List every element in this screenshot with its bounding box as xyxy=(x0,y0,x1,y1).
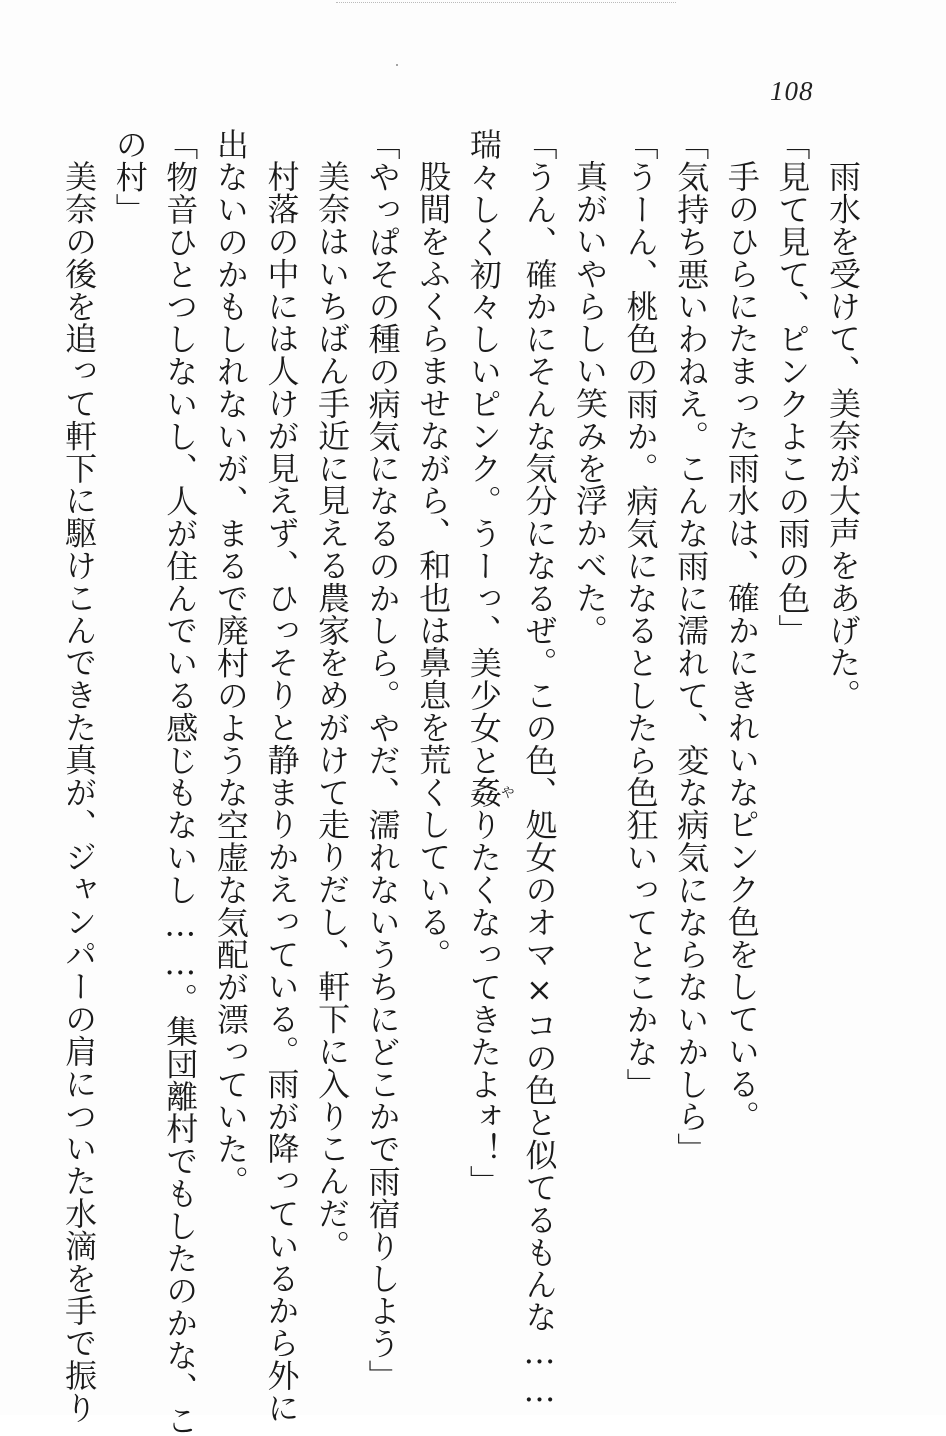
top-scan-edge xyxy=(336,2,676,3)
text-line: 「うん、確かにそんな気分になるぜ。この色、処女のオマ×コの色と似てるもんな…… xyxy=(520,128,559,1410)
text-line: 「やっぱその種の病気になるのかしら。やだ、濡れないうちにどこかで雨宿りしよう」 xyxy=(363,128,402,1392)
ruby-reading: や xyxy=(498,776,515,809)
page-number: 108 xyxy=(770,76,814,106)
text-line: 瑞々しく初々しいピンク。うーっ、美少女と姦やりたくなってきたよォ！」 xyxy=(464,128,515,1198)
text-line: 村落の中には人けが見えず、ひっそりと静まりかえっている。雨が降っているから外に xyxy=(262,160,301,1424)
text-line: 手のひらにたまった雨水は、確かにきれいなピンク色をしている。 xyxy=(722,160,761,1132)
text-line: の村」 xyxy=(110,128,149,226)
scan-speck xyxy=(396,64,398,66)
text-line: 出ないのかもしれないが、まるで廃村のような空虚な気配が漂っていた。 xyxy=(211,128,250,1198)
text-line: 「見て見て、ピンクよこの雨の色」 xyxy=(773,128,812,647)
text-line: 「物音ひとつしないし、人が住んでいる感じもないし……。集団離村でもしたのかな、こ xyxy=(161,128,200,1436)
text-line: 雨水を受けて、美奈が大声をあげた。 xyxy=(824,160,862,711)
text-line: 美奈の後を追って軒下に駆けこんできた真が、ジャンパーの肩についた水滴を手で振り xyxy=(60,160,99,1424)
text-line: 「気持ち悪いわねえ。こんな雨に濡れて、変な病気にならないかしら」 xyxy=(672,128,711,1165)
text-line: 真がいやらしい笑みを浮かべた。 xyxy=(571,160,610,646)
text-line: 股間をふくらませながら、和也は鼻息を荒くしている。 xyxy=(414,160,453,970)
ruby-annotation: 姦や xyxy=(464,776,515,809)
text-line: 美奈はいちばん手近に見える農家をめがけて走りだし、軒下に入りこんだ。 xyxy=(313,160,352,1262)
vertical-text-body xyxy=(60,128,868,1436)
text-line: 「うーん、桃色の雨か。病気になるとしたら色狂いってとこかな」 xyxy=(621,128,660,1100)
